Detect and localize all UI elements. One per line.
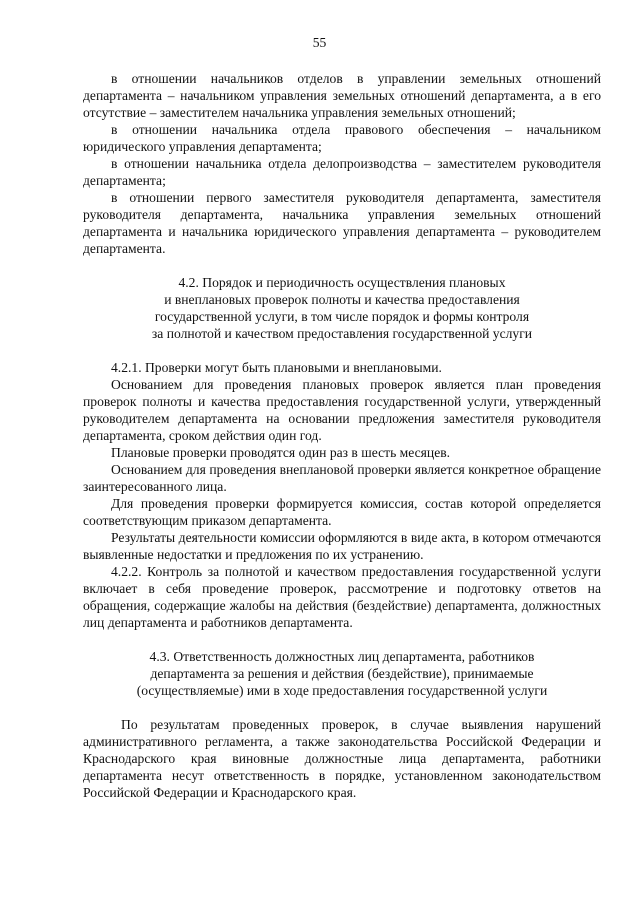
paragraph-responsibility: По результатам проведенных проверок, в случае выявления нарушений административного регламента, а также законодательства Российской Федерации и Краснодарского края виновные должностные лица департамента, работники департамента несут ответственность в порядке, установленном законодательством Российской Федерации и Краснодарского края.	[83, 717, 601, 800]
paragraph-unplanned-basis: Основанием для проведения внеплановой проверки является конкретное обращение заинтересованного лица.	[83, 462, 601, 494]
paragraph-land-relations: в отношении начальников отделов в управлении земельных отношений департамента – начальником управления земельных отношений департамента, а в его отсутствие – заместителем начальника управления земельных отношений;	[83, 71, 601, 120]
paragraph-planned-frequency: Плановые проверки проводятся один раз в шесть месяцев.	[111, 445, 451, 460]
heading-line: и внеплановых проверок полноты и качества предоставления	[164, 292, 520, 307]
page-number: 55	[312, 35, 327, 50]
paragraph-records-management: в отношении начальника отдела делопроизводства – заместителем руководителя департамента;	[83, 156, 601, 188]
heading-line: 4.2. Порядок и периодичность осуществления плановых	[178, 275, 506, 290]
heading-line: (осуществляемые) ими в ходе предоставления государственной услуги	[136, 683, 548, 698]
section-heading-4-3	[83, 648, 601, 699]
paragraph-commission-results: Результаты деятельности комиссии оформляются в виде акта, в котором отмечаются выявленные недостатки и предложения по их устранению.	[83, 530, 601, 562]
section-heading-4-2	[83, 274, 601, 342]
paragraph-first-deputy: в отношении первого заместителя руководителя департамента, заместителя руководителя департамента, начальника управления земельных отношений департамента и начальника юридического управления департамента – руководителем департамента.	[83, 190, 601, 256]
paragraph-legal-support: в отношении начальника отдела правового обеспечения – начальником юридического управления департамента;	[83, 122, 601, 154]
heading-line: за полнотой и качеством предоставления государственной услуги	[151, 326, 533, 341]
paragraph-planned-basis: Основанием для проведения плановых проверок является план проведения проверок полноты и качества предоставления государственной услуги, утвержденный руководителем департамента на основании предложения заместителя руководителя департамента, сроком действия один год.	[83, 377, 601, 443]
heading-line: департамента за решения и действия (бездействие), принимаемые	[150, 666, 534, 681]
heading-line: 4.3. Ответственность должностных лиц департамента, работников	[149, 649, 535, 664]
paragraph-4-2-2: 4.2.2. Контроль за полнотой и качеством предоставления государственной услуги включает в себя проведение проверок, рассмотрение и подготовку ответов на обращения, содержащие жалобы на действия (бездействие) департамента, должностных лиц департамента и работников департамента.	[83, 564, 601, 630]
heading-line: государственной услуги, в том числе порядок и формы контроля	[154, 309, 530, 324]
document-body	[83, 70, 601, 801]
paragraph-commission: Для проведения проверки формируется комиссия, состав которой определяется соответствующим приказом департамента.	[83, 496, 601, 528]
paragraph-4-2-1: 4.2.1. Проверки могут быть плановыми и внеплановыми.	[111, 360, 442, 375]
